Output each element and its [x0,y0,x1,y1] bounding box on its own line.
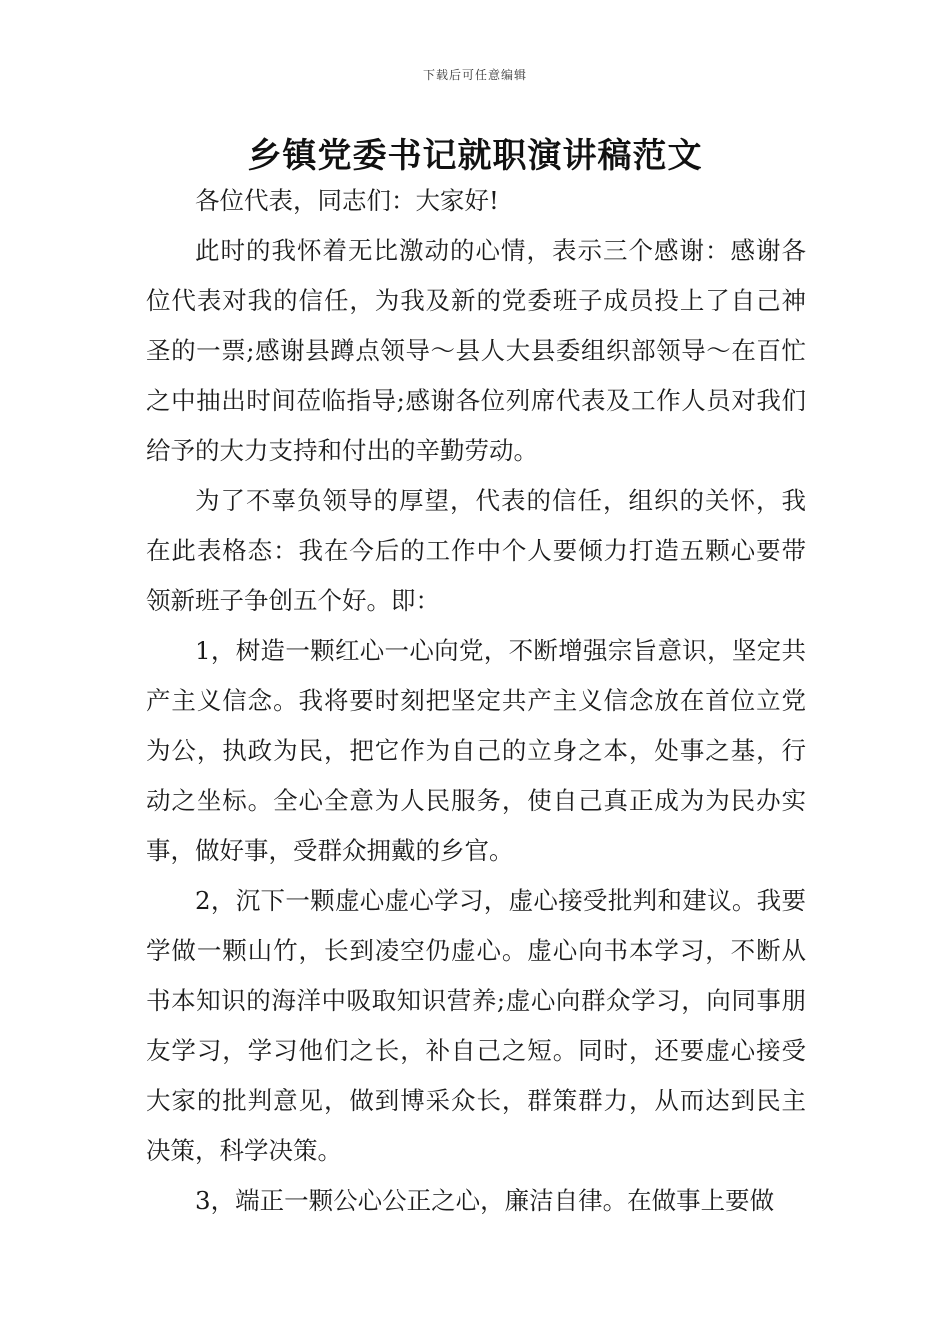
paragraph-point-1: 1，树造一颗红心一心向党，不断增强宗旨意识，坚定共产主义信念。我将要时刻把坚定共产主义信念放在首位立党为公，执政为民，把它作为自己的立身之本，处事之基，行动之坐标。全心全意为人民服务，使自己真正成为为民办实事，做好事，受群众拥戴的乡官。 [146,636,806,865]
paragraph-point-3: 3，端正一颗公心公正之心，廉洁自律。在做事上要做 [195,1186,775,1215]
paragraph-greeting: 各位代表，同志们：大家好! [195,186,499,215]
header-note: 下载后可任意编辑 [422,68,527,82]
paragraph-pledge: 为了不辜负领导的厚望，代表的信任，组织的关怀，我在此表格态：我在今后的工作中个人要倾力打造五颗心要带领新班子争创五个好。即： [146,486,806,615]
paragraph-thanks: 此时的我怀着无比激动的心情，表示三个感谢：感谢各位代表对我的信任，为我及新的党委班子成员投上了自己神圣的一票;感谢县蹲点领导～县人大县委组织部领导～在百忙之中抽出时间莅临指导;感谢各位列席代表及工作人员对我们给予的大力支持和付出的辛勤劳动。 [146,236,806,465]
paragraph-point-2: 2，沉下一颗虚心虚心学习，虚心接受批判和建议。我要学做一颗山竹，长到凌空仍虚心。虚心向书本学习，不断从书本知识的海洋中吸取知识营养;虚心向群众学习，向同事朋友学习，学习他们之长，补自己之短。同时，还要虚心接受大家的批判意见，做到博采众长，群策群力，从而达到民主决策，科学决策。 [146,886,806,1165]
document-title: 乡镇党委书记就职演讲稿范文 [247,136,703,176]
document-body [146,176,806,1226]
